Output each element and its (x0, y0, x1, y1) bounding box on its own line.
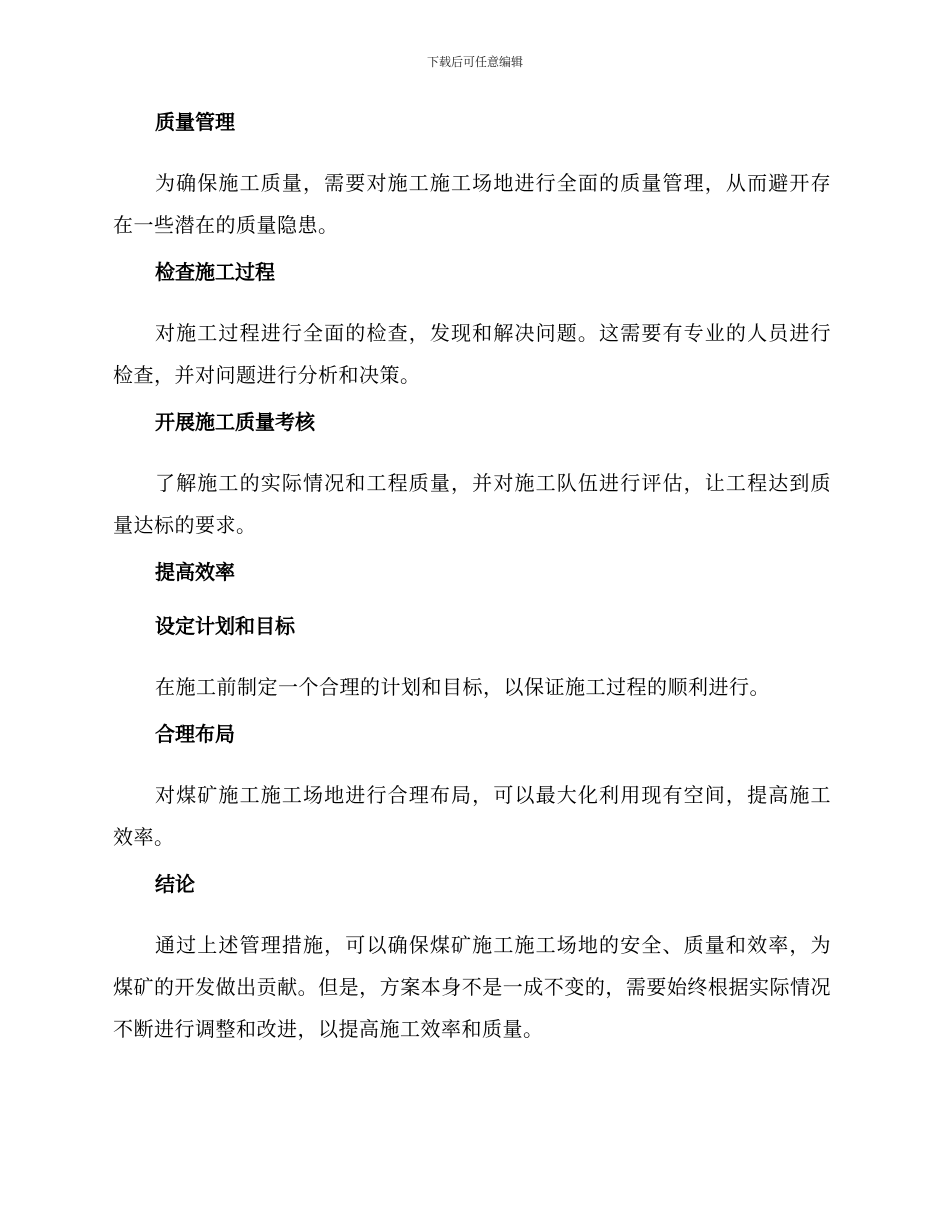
heading-inspect-process: 检查施工过程 (155, 260, 275, 284)
heading-quality-assessment: 开展施工质量考核 (155, 410, 315, 434)
paragraph-inspect-process: 对施工过程进行全面的检查，发现和解决问题。这需要有专业的人员进行检查，并对问题进行分析和决策。 (113, 321, 831, 387)
heading-conclusion: 结论 (155, 872, 195, 896)
heading-plan-and-goals: 设定计划和目标 (155, 614, 295, 638)
paragraph-conclusion: 通过上述管理措施，可以确保煤矿施工施工场地的安全、质量和效率，为煤矿的开发做出贡献。但是，方案本身不是一成不变的，需要始终根据实际情况不断进行调整和改进，以提高施工效率和质量。 (113, 933, 831, 1041)
heading-quality-management: 质量管理 (155, 110, 235, 134)
header-note: 下载后可任意编辑 (426, 55, 523, 69)
paragraph-plan-and-goals: 在施工前制定一个合理的计划和目标，以保证施工过程的顺利进行。 (155, 675, 770, 699)
paragraph-reasonable-layout: 对煤矿施工施工场地进行合理布局，可以最大化利用现有空间，提高施工效率。 (113, 783, 831, 849)
paragraph-quality-assessment: 了解施工的实际情况和工程质量，并对施工队伍进行评估，让工程达到质量达标的要求。 (113, 471, 831, 537)
paragraph-quality-management: 为确保施工质量，需要对施工施工场地进行全面的质量管理，从而避开存在一些潜在的质量隐患。 (113, 171, 831, 237)
heading-reasonable-layout: 合理布局 (155, 722, 235, 746)
heading-improve-efficiency: 提高效率 (155, 560, 235, 584)
document-body (113, 108, 831, 1050)
